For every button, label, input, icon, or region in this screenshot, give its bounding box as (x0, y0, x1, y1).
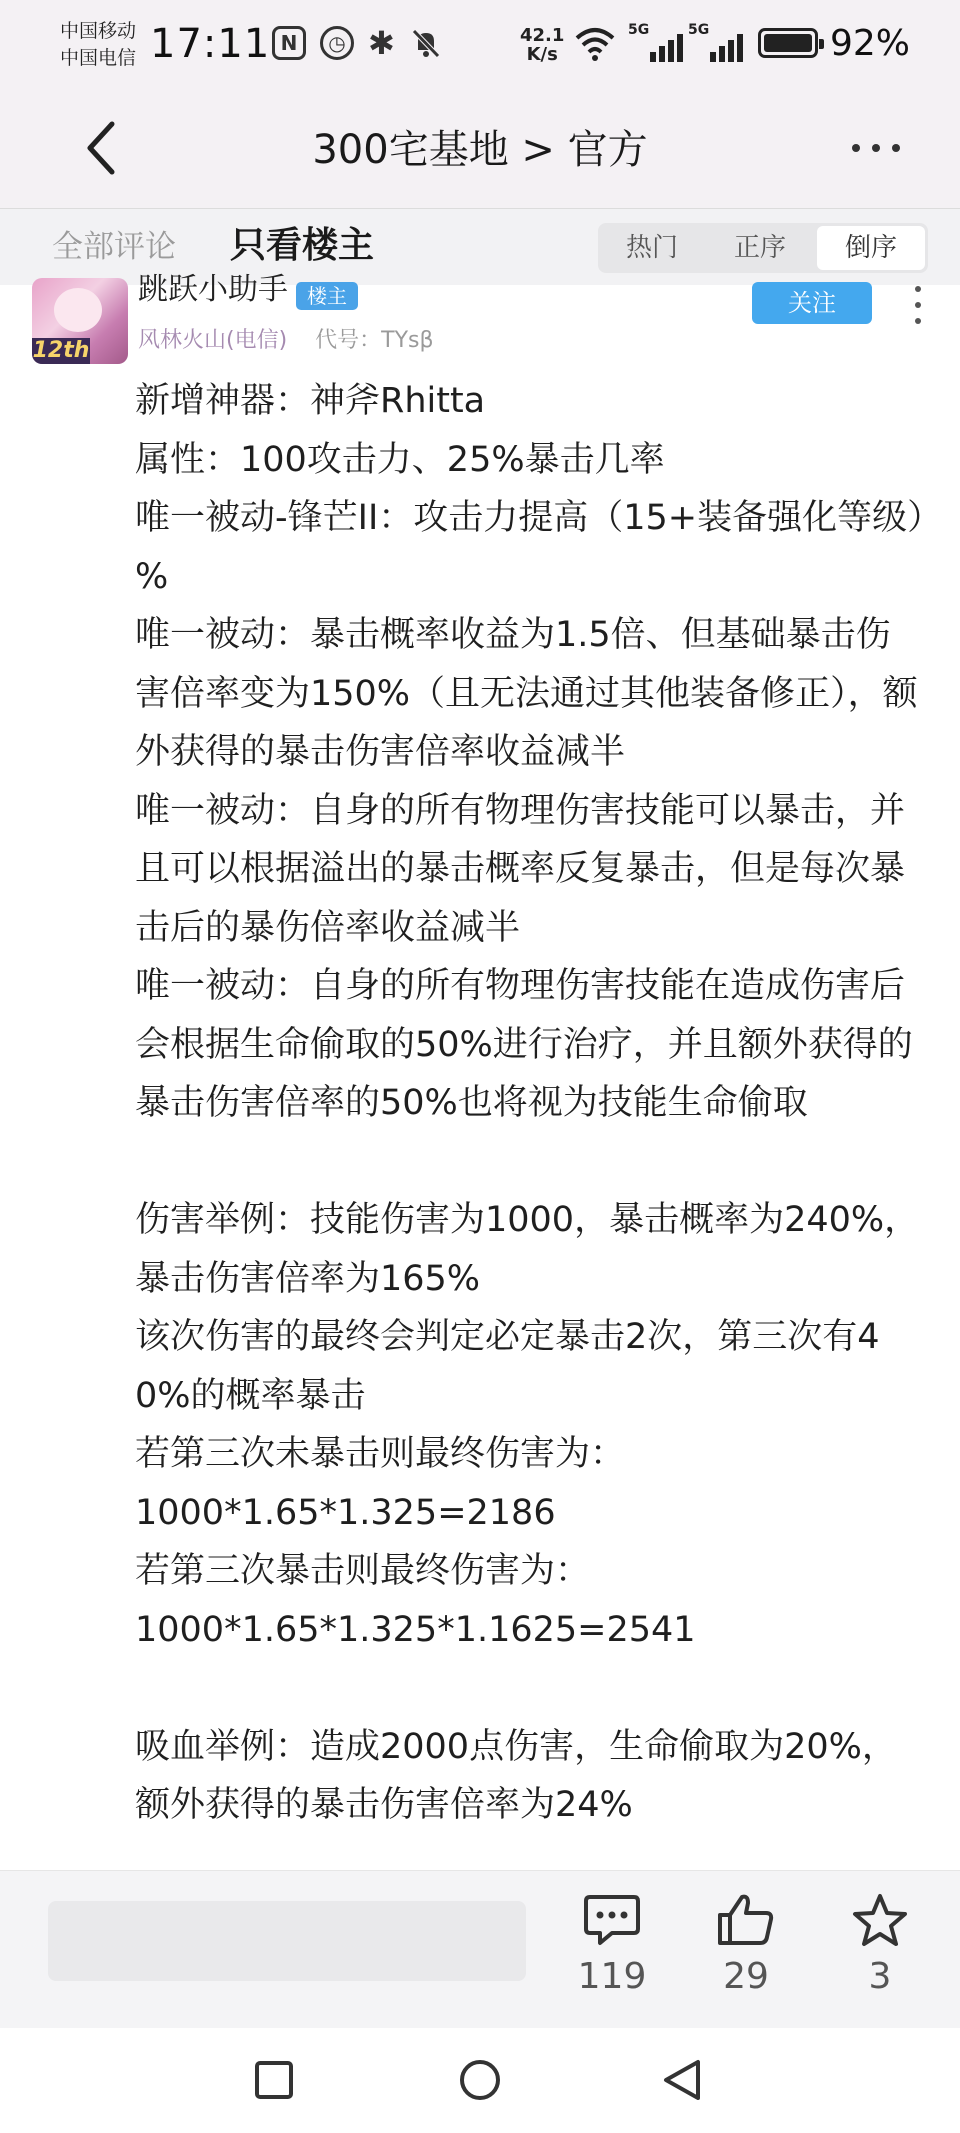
bluetooth-icon: ✱ (368, 24, 395, 62)
device-label: 风林火山(电信) (138, 328, 288, 353)
post-blank-line (135, 1659, 925, 1718)
battery-icon (758, 28, 818, 58)
net-speed-unit: K/s (526, 44, 558, 65)
post-line: 若第三次未暴击则最终伤害为： (135, 1434, 626, 1474)
tab-all-comments[interactable]: 全部评论 (52, 229, 176, 265)
user-code: 代号：TYsβ (315, 328, 434, 353)
reply-input[interactable] (48, 1901, 526, 1981)
star-icon (850, 1893, 910, 1947)
post-line: 1000*1.65*1.325*1.1625=2541 (135, 1609, 696, 1650)
status-bar (0, 0, 960, 96)
avatar[interactable] (32, 278, 128, 364)
post-content (135, 372, 925, 1870)
post-line: 该次伤害的最终会判定必定暴击2次，第三次有40%的概率暴击 (135, 1317, 880, 1416)
post-more-icon[interactable] (915, 286, 923, 324)
sort-toggle (598, 223, 928, 273)
post-blank-line (135, 1133, 925, 1192)
bottom-action-bar (0, 1870, 960, 2029)
battery-percent: 92% (830, 23, 911, 64)
post-line: 唯一被动：自身的所有物理伤害技能在造成伤害后会根据生命偷取的50%进行治疗，并且额外获得的暴击伤害倍率的50%也将视为技能生命偷取 (135, 966, 913, 1123)
like-button[interactable] (696, 1893, 796, 1999)
carrier-2: 中国电信 (60, 47, 137, 69)
status-icons (272, 26, 443, 60)
tab-only-op[interactable]: 只看楼主 (230, 225, 375, 266)
favorite-button[interactable] (830, 1893, 930, 1999)
sim1-label: 5G (628, 22, 650, 38)
system-nav-bar (0, 2028, 960, 2133)
comment-button[interactable] (562, 1893, 662, 1999)
page-title: 300宅基地 > 官方 (312, 127, 648, 173)
net-speed-value: 42.1 (520, 25, 565, 46)
recents-square-icon[interactable] (254, 2060, 294, 2100)
comment-icon (582, 1893, 642, 1947)
net-speed (520, 26, 564, 64)
thumbs-up-icon (716, 1893, 776, 1947)
status-time: 17:11 (150, 21, 271, 67)
avatar-badge: 12th (32, 338, 90, 363)
sort-descending[interactable]: 倒序 (817, 226, 925, 270)
follow-button[interactable]: 关注 (752, 282, 872, 324)
more-dots-icon[interactable] (852, 144, 900, 152)
post-line: 属性：100攻击力、25%暴击几率 (135, 439, 665, 480)
carrier-1: 中国移动 (60, 20, 137, 42)
sim2-label: 5G (688, 22, 710, 38)
post-line: 伤害举例：技能伤害为1000，暴击概率为240%，暴击伤害倍率为165% (135, 1200, 920, 1299)
post-meta (138, 326, 434, 356)
carrier-info (60, 18, 136, 72)
home-circle-icon[interactable] (458, 2058, 502, 2102)
nfc-icon: N (272, 26, 306, 60)
comment-count: 119 (577, 1956, 647, 1997)
post-line: 若第三次暴击则最终伤害为： (135, 1551, 591, 1591)
mute-icon (409, 26, 443, 60)
username[interactable]: 跳跃小助手 (138, 272, 288, 302)
signal-sim1-icon (628, 22, 690, 64)
post-line: 新增神器：神斧Rhitta (135, 381, 486, 421)
post-line: 唯一被动：自身的所有物理伤害技能可以暴击，并且可以根据溢出的暴击概率反复暴击，但是每次暴击后的暴伤倍率收益减半 (135, 790, 906, 948)
like-count: 29 (723, 1956, 769, 1997)
favorite-count: 3 (868, 1956, 892, 1997)
back-triangle-icon[interactable] (662, 2058, 702, 2102)
alarm-icon: ◷ (320, 26, 354, 60)
sort-hot[interactable]: 热门 (625, 233, 678, 263)
top-nav-bar (0, 96, 960, 209)
post-line: 唯一被动：暴击概率收益为1.5倍、但基础暴击伤害倍率变为150%（且无法通过其他装备修正），额外获得的暴击伤害倍率收益减半 (135, 615, 918, 772)
post-line: 吸血举例：造成2000点伤害，生命偷取为20%，额外获得的暴击伤害倍率为24% (135, 1726, 897, 1825)
sort-ascending[interactable]: 正序 (733, 233, 786, 263)
post-line: 1000*1.65*1.325=2186 (135, 1492, 556, 1533)
signal-sim2-icon (688, 22, 750, 64)
post-line: 唯一被动-锋芒II：攻击力提高（15+装备强化等级）% (135, 498, 925, 597)
op-badge: 楼主 (296, 282, 358, 310)
wifi-icon (575, 26, 615, 62)
